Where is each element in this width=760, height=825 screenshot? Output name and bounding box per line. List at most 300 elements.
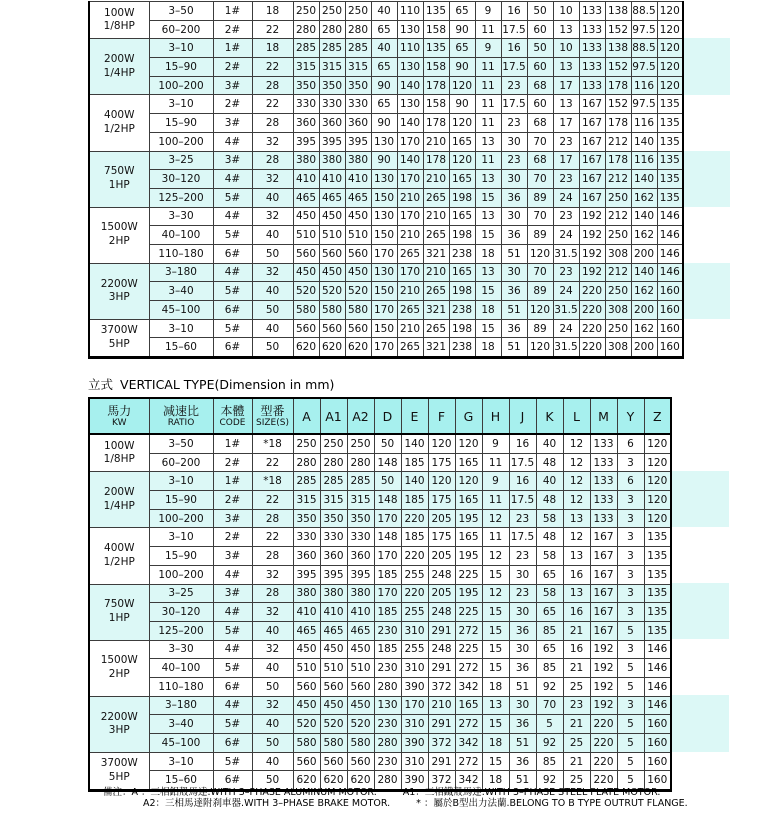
dim-cell: 280 <box>320 453 347 472</box>
dim-cell: 120 <box>428 472 455 491</box>
vertical-type-table <box>88 397 672 792</box>
dim-cell: 205 <box>428 547 455 566</box>
dim-cell: 5 <box>536 715 563 734</box>
dim-cell: 15 <box>482 640 509 659</box>
dim-cell: 11 <box>482 491 509 510</box>
dim-cell: 18 <box>482 677 509 696</box>
code-cell: 4# <box>213 207 252 226</box>
dim-cell: 167 <box>579 114 605 133</box>
size-cell: 40 <box>252 715 293 734</box>
ratio-cell: 3–40 <box>149 715 213 734</box>
table-row <box>89 20 683 39</box>
ratio-cell: 3–50 <box>149 2 213 21</box>
dim-cell: 308 <box>605 301 631 320</box>
dim-cell: 167 <box>590 584 617 603</box>
dim-cell: 450 <box>347 640 374 659</box>
dim-cell: 205 <box>428 584 455 603</box>
dim-cell: 465 <box>345 188 371 207</box>
footnote-line-1 <box>103 787 688 798</box>
dim-cell: 265 <box>423 282 449 301</box>
size-cell: 28 <box>252 76 293 95</box>
dim-cell: 40 <box>371 39 397 58</box>
footnote-line-2 <box>103 798 688 809</box>
dim-cell: 200 <box>631 301 657 320</box>
dim-cell: 272 <box>455 621 482 640</box>
dim-cell: 210 <box>423 207 449 226</box>
header-cell: A2 <box>347 398 374 434</box>
dim-cell: 120 <box>657 20 683 39</box>
dim-cell: 178 <box>423 76 449 95</box>
dim-cell: 9 <box>482 434 509 453</box>
dim-cell: 11 <box>475 76 501 95</box>
dim-cell: 50 <box>527 2 553 21</box>
dim-cell: 17.5 <box>509 528 536 547</box>
power-cell <box>89 434 149 472</box>
note-star: * ：屬於B型出力法蘭.BELONG TO B TYPE OUTRUT FLANGE. <box>416 798 688 810</box>
dim-cell: 380 <box>320 584 347 603</box>
dim-cell: 162 <box>631 188 657 207</box>
dim-cell: 520 <box>347 715 374 734</box>
table-row <box>89 39 683 58</box>
dim-cell: 285 <box>293 39 319 58</box>
dim-cell: 160 <box>657 282 683 301</box>
ratio-cell: 15–60 <box>149 771 213 791</box>
dim-cell: 360 <box>319 114 345 133</box>
header-label-zh: 本體 <box>220 403 245 418</box>
ratio-cell: 30–120 <box>149 170 213 189</box>
ratio-cell: 3–10 <box>149 752 213 771</box>
size-cell: 28 <box>252 547 293 566</box>
dim-cell: 58 <box>536 584 563 603</box>
power-watts-label: 1500W <box>100 221 138 234</box>
dim-cell: 5 <box>617 621 644 640</box>
table-row <box>89 696 671 715</box>
dim-cell: 350 <box>293 509 320 528</box>
table-row <box>89 319 683 338</box>
dim-cell: 465 <box>347 621 374 640</box>
dim-cell: 85 <box>536 752 563 771</box>
dim-cell: 350 <box>319 76 345 95</box>
dim-cell: 50 <box>374 472 401 491</box>
dim-cell: 170 <box>401 696 428 715</box>
dim-cell: 130 <box>371 263 397 282</box>
dim-cell: 120 <box>449 151 475 170</box>
table-row <box>89 207 683 226</box>
dim-cell: 23 <box>553 207 579 226</box>
dim-cell: 560 <box>347 677 374 696</box>
dim-cell: 330 <box>320 528 347 547</box>
code-cell: 5# <box>213 226 252 245</box>
dim-cell: 170 <box>371 338 397 358</box>
dim-cell: 40 <box>536 472 563 491</box>
dim-cell: 560 <box>319 319 345 338</box>
dim-cell: 120 <box>527 301 553 320</box>
dim-cell: 315 <box>319 58 345 77</box>
dim-cell: 17.5 <box>501 58 527 77</box>
dim-cell: 248 <box>428 565 455 584</box>
header-label-zh: 型番 <box>260 403 285 418</box>
code-cell: 5# <box>213 319 252 338</box>
dim-cell: 130 <box>371 170 397 189</box>
dim-cell: 120 <box>428 434 455 453</box>
dim-cell: 165 <box>455 528 482 547</box>
dim-cell: 560 <box>345 244 371 263</box>
dim-cell: 372 <box>428 771 455 791</box>
dim-cell: 310 <box>401 621 428 640</box>
ratio-cell: 3–25 <box>149 151 213 170</box>
dim-cell: 178 <box>423 151 449 170</box>
table-row <box>89 734 671 753</box>
code-cell: 1# <box>213 434 252 453</box>
size-cell: 32 <box>252 603 293 622</box>
dim-cell: 220 <box>401 584 428 603</box>
dim-cell: 3 <box>617 509 644 528</box>
size-cell: 50 <box>252 301 293 320</box>
dim-cell: 410 <box>320 603 347 622</box>
size-cell: 32 <box>252 170 293 189</box>
header-cell: Z <box>644 398 671 434</box>
dim-cell: 11 <box>482 453 509 472</box>
dim-cell: 21 <box>563 659 590 678</box>
dim-cell: 5 <box>617 771 644 791</box>
dim-cell: 560 <box>320 677 347 696</box>
dim-cell: 192 <box>590 696 617 715</box>
power-cell <box>89 151 149 207</box>
dim-cell: 265 <box>397 301 423 320</box>
dim-cell: 150 <box>371 188 397 207</box>
code-cell: 5# <box>213 659 252 678</box>
header-label-zh: 馬力 <box>107 403 132 418</box>
dim-cell: 13 <box>553 20 579 39</box>
dim-cell: 410 <box>319 170 345 189</box>
dim-cell: 205 <box>428 509 455 528</box>
dim-cell: 310 <box>401 659 428 678</box>
dim-cell: 140 <box>631 132 657 151</box>
dim-cell: 18 <box>482 734 509 753</box>
dim-cell: 36 <box>501 319 527 338</box>
dim-cell: 15 <box>475 319 501 338</box>
dim-cell: 620 <box>345 338 371 358</box>
dim-cell: 210 <box>397 226 423 245</box>
table-row <box>89 640 671 659</box>
dim-cell: 192 <box>579 263 605 282</box>
ratio-cell: 45–100 <box>149 301 213 320</box>
dim-cell: 135 <box>657 188 683 207</box>
dim-cell: 31.5 <box>553 338 579 358</box>
dim-cell: 120 <box>449 76 475 95</box>
power-hp-label: 5HP <box>108 337 130 350</box>
size-cell: 32 <box>252 263 293 282</box>
dim-cell: 120 <box>527 244 553 263</box>
dim-cell: 15 <box>482 659 509 678</box>
dim-cell: 230 <box>374 659 401 678</box>
table-row <box>89 132 683 151</box>
ratio-cell: 15–90 <box>149 114 213 133</box>
dim-cell: 210 <box>423 263 449 282</box>
dim-cell: 16 <box>563 603 590 622</box>
dim-cell: 225 <box>455 565 482 584</box>
table-row <box>89 188 683 207</box>
dim-cell: 65 <box>449 39 475 58</box>
dim-cell: 140 <box>397 114 423 133</box>
code-cell: 2# <box>213 528 252 547</box>
header-cell: H <box>482 398 509 434</box>
dim-cell: 230 <box>374 715 401 734</box>
size-cell: 40 <box>252 621 293 640</box>
ratio-cell: 3–10 <box>149 95 213 114</box>
header-cell: A1 <box>320 398 347 434</box>
table-row <box>89 2 683 21</box>
power-watts-label: 750W <box>104 598 135 611</box>
dim-cell: 12 <box>482 547 509 566</box>
dim-cell: 148 <box>374 528 401 547</box>
dim-cell: 220 <box>579 338 605 358</box>
code-cell: 6# <box>213 338 252 358</box>
power-hp-label: 1/2HP <box>103 555 135 568</box>
dim-cell: 65 <box>371 58 397 77</box>
dim-cell: 135 <box>657 170 683 189</box>
table-row <box>89 226 683 245</box>
dim-cell: 212 <box>605 170 631 189</box>
dim-cell: 13 <box>563 584 590 603</box>
dim-cell: 5 <box>617 715 644 734</box>
dim-cell: 12 <box>482 509 509 528</box>
dim-cell: 146 <box>644 640 671 659</box>
ratio-cell: 40–100 <box>149 659 213 678</box>
dim-cell: 285 <box>345 39 371 58</box>
dim-cell: 25 <box>563 734 590 753</box>
dim-cell: 330 <box>347 528 374 547</box>
dim-cell: 12 <box>563 472 590 491</box>
dim-cell: 30 <box>501 207 527 226</box>
dim-cell: 36 <box>501 226 527 245</box>
dim-cell: 520 <box>345 282 371 301</box>
dim-cell: 220 <box>579 282 605 301</box>
table-row <box>89 603 671 622</box>
dim-cell: 350 <box>345 76 371 95</box>
dim-cell: 162 <box>631 319 657 338</box>
size-cell: 50 <box>252 734 293 753</box>
dim-cell: 140 <box>397 76 423 95</box>
dim-cell: 148 <box>374 491 401 510</box>
header-cell <box>89 398 149 434</box>
dim-cell: 110 <box>397 39 423 58</box>
code-cell: 3# <box>213 114 252 133</box>
dim-cell: 12 <box>563 528 590 547</box>
dim-cell: 310 <box>401 715 428 734</box>
dim-cell: 360 <box>293 547 320 566</box>
dim-cell: 315 <box>347 491 374 510</box>
dim-cell: 133 <box>579 58 605 77</box>
dim-cell: 210 <box>397 319 423 338</box>
size-cell: 32 <box>252 640 293 659</box>
dim-cell: 192 <box>579 226 605 245</box>
dim-cell: 17.5 <box>501 95 527 114</box>
dim-cell: 580 <box>347 734 374 753</box>
code-cell: 2# <box>213 95 252 114</box>
dim-cell: 167 <box>590 621 617 640</box>
dim-cell: 130 <box>397 58 423 77</box>
dim-cell: 198 <box>449 319 475 338</box>
dim-cell: 450 <box>345 207 371 226</box>
dim-cell: 220 <box>401 547 428 566</box>
section-title <box>88 375 334 393</box>
ratio-cell: 3–30 <box>149 207 213 226</box>
dim-cell: 410 <box>345 170 371 189</box>
dim-cell: 195 <box>455 547 482 566</box>
dim-cell: 135 <box>657 95 683 114</box>
dim-cell: 272 <box>455 715 482 734</box>
dim-cell: 120 <box>449 114 475 133</box>
dim-cell: 220 <box>590 771 617 791</box>
dim-cell: 315 <box>293 491 320 510</box>
ratio-cell: 125–200 <box>149 188 213 207</box>
power-cell <box>89 528 149 584</box>
table-row <box>89 263 683 282</box>
dim-cell: 395 <box>319 132 345 151</box>
dim-cell: 150 <box>371 282 397 301</box>
dim-cell: 210 <box>428 696 455 715</box>
power-cell <box>89 2 149 39</box>
code-cell: 3# <box>213 547 252 566</box>
dim-cell: 372 <box>428 677 455 696</box>
code-cell: 4# <box>213 565 252 584</box>
dim-cell: 175 <box>428 453 455 472</box>
ratio-cell: 100–200 <box>149 565 213 584</box>
power-watts-label: 3700W <box>100 324 138 337</box>
dim-cell: 116 <box>631 114 657 133</box>
dim-cell: 65 <box>371 20 397 39</box>
power-hp-label: 2HP <box>108 235 130 248</box>
size-cell: 40 <box>252 188 293 207</box>
dim-cell: 167 <box>590 547 617 566</box>
dim-cell: 65 <box>449 2 475 21</box>
dim-cell: 265 <box>423 319 449 338</box>
dim-cell: 89 <box>527 282 553 301</box>
dim-cell: 3 <box>617 603 644 622</box>
dim-cell: 15 <box>482 603 509 622</box>
dim-cell: 265 <box>397 244 423 263</box>
dim-cell: 18 <box>475 338 501 358</box>
power-hp-label: 5HP <box>108 770 130 783</box>
dim-cell: 40 <box>371 2 397 21</box>
dim-cell: 210 <box>397 188 423 207</box>
power-watts-label: 1500W <box>100 654 138 667</box>
dim-cell: 3 <box>617 584 644 603</box>
power-watts-label: 100W <box>104 6 135 19</box>
dim-cell: 90 <box>371 76 397 95</box>
dim-cell: 24 <box>553 188 579 207</box>
dim-cell: 15 <box>475 188 501 207</box>
power-hp-label: 1/2HP <box>103 122 135 135</box>
dim-cell: 510 <box>293 659 320 678</box>
dim-cell: 9 <box>475 2 501 21</box>
code-cell: 4# <box>213 640 252 659</box>
code-cell: 4# <box>213 603 252 622</box>
dim-cell: 315 <box>320 491 347 510</box>
dim-cell: 465 <box>293 188 319 207</box>
dim-cell: 220 <box>590 752 617 771</box>
table-row <box>89 565 671 584</box>
table-row <box>89 584 671 603</box>
dim-cell: 390 <box>401 734 428 753</box>
dim-cell: 372 <box>428 734 455 753</box>
dim-cell: 360 <box>320 547 347 566</box>
power-watts-label: 3700W <box>100 757 138 770</box>
header-label-zh: 减速比 <box>162 403 199 418</box>
dim-cell: 285 <box>347 472 374 491</box>
dim-cell: 250 <box>293 434 320 453</box>
dim-cell: 30 <box>501 170 527 189</box>
dim-cell: 280 <box>293 453 320 472</box>
dim-cell: 60 <box>527 58 553 77</box>
dim-cell: 308 <box>605 338 631 358</box>
dim-cell: 13 <box>475 132 501 151</box>
dim-cell: 162 <box>631 226 657 245</box>
dim-cell: 380 <box>293 584 320 603</box>
size-cell: 28 <box>252 151 293 170</box>
dim-cell: 321 <box>423 301 449 320</box>
dim-cell: 11 <box>482 528 509 547</box>
dim-cell: 130 <box>397 20 423 39</box>
dim-cell: 70 <box>527 132 553 151</box>
dim-cell: 238 <box>449 244 475 263</box>
dim-cell: 200 <box>631 338 657 358</box>
dim-cell: 342 <box>455 677 482 696</box>
header-cell: D <box>374 398 401 434</box>
dim-cell: 31.5 <box>553 301 579 320</box>
dim-cell: 16 <box>563 640 590 659</box>
dim-cell: 36 <box>509 659 536 678</box>
dim-cell: 31.5 <box>553 244 579 263</box>
header-row <box>89 398 671 434</box>
dim-cell: 133 <box>579 39 605 58</box>
dim-cell: 140 <box>631 170 657 189</box>
dim-cell: 165 <box>455 696 482 715</box>
dim-cell: 560 <box>293 677 320 696</box>
dim-cell: 265 <box>423 226 449 245</box>
dim-cell: 89 <box>527 319 553 338</box>
dim-cell: 12 <box>563 434 590 453</box>
dim-cell: 11 <box>475 20 501 39</box>
dim-cell: 342 <box>455 734 482 753</box>
dim-cell: 450 <box>319 263 345 282</box>
dim-cell: 40 <box>536 434 563 453</box>
dim-cell: 390 <box>401 771 428 791</box>
table-row <box>89 547 671 566</box>
dim-cell: 410 <box>293 170 319 189</box>
dim-cell: 167 <box>590 528 617 547</box>
dim-cell: 170 <box>397 170 423 189</box>
dim-cell: 6 <box>617 472 644 491</box>
dim-cell: 280 <box>345 20 371 39</box>
size-cell: 50 <box>252 244 293 263</box>
dim-cell: 265 <box>423 188 449 207</box>
dim-cell: 185 <box>374 640 401 659</box>
dim-cell: 192 <box>590 677 617 696</box>
dim-cell: 152 <box>605 20 631 39</box>
code-cell: 2# <box>213 58 252 77</box>
table-row <box>89 677 671 696</box>
dim-cell: 50 <box>527 39 553 58</box>
code-cell: 5# <box>213 282 252 301</box>
code-cell: 4# <box>213 263 252 282</box>
power-cell <box>89 696 149 752</box>
code-cell: 2# <box>213 453 252 472</box>
dim-cell: 192 <box>579 207 605 226</box>
dim-cell: 620 <box>347 771 374 791</box>
dim-cell: 9 <box>475 39 501 58</box>
